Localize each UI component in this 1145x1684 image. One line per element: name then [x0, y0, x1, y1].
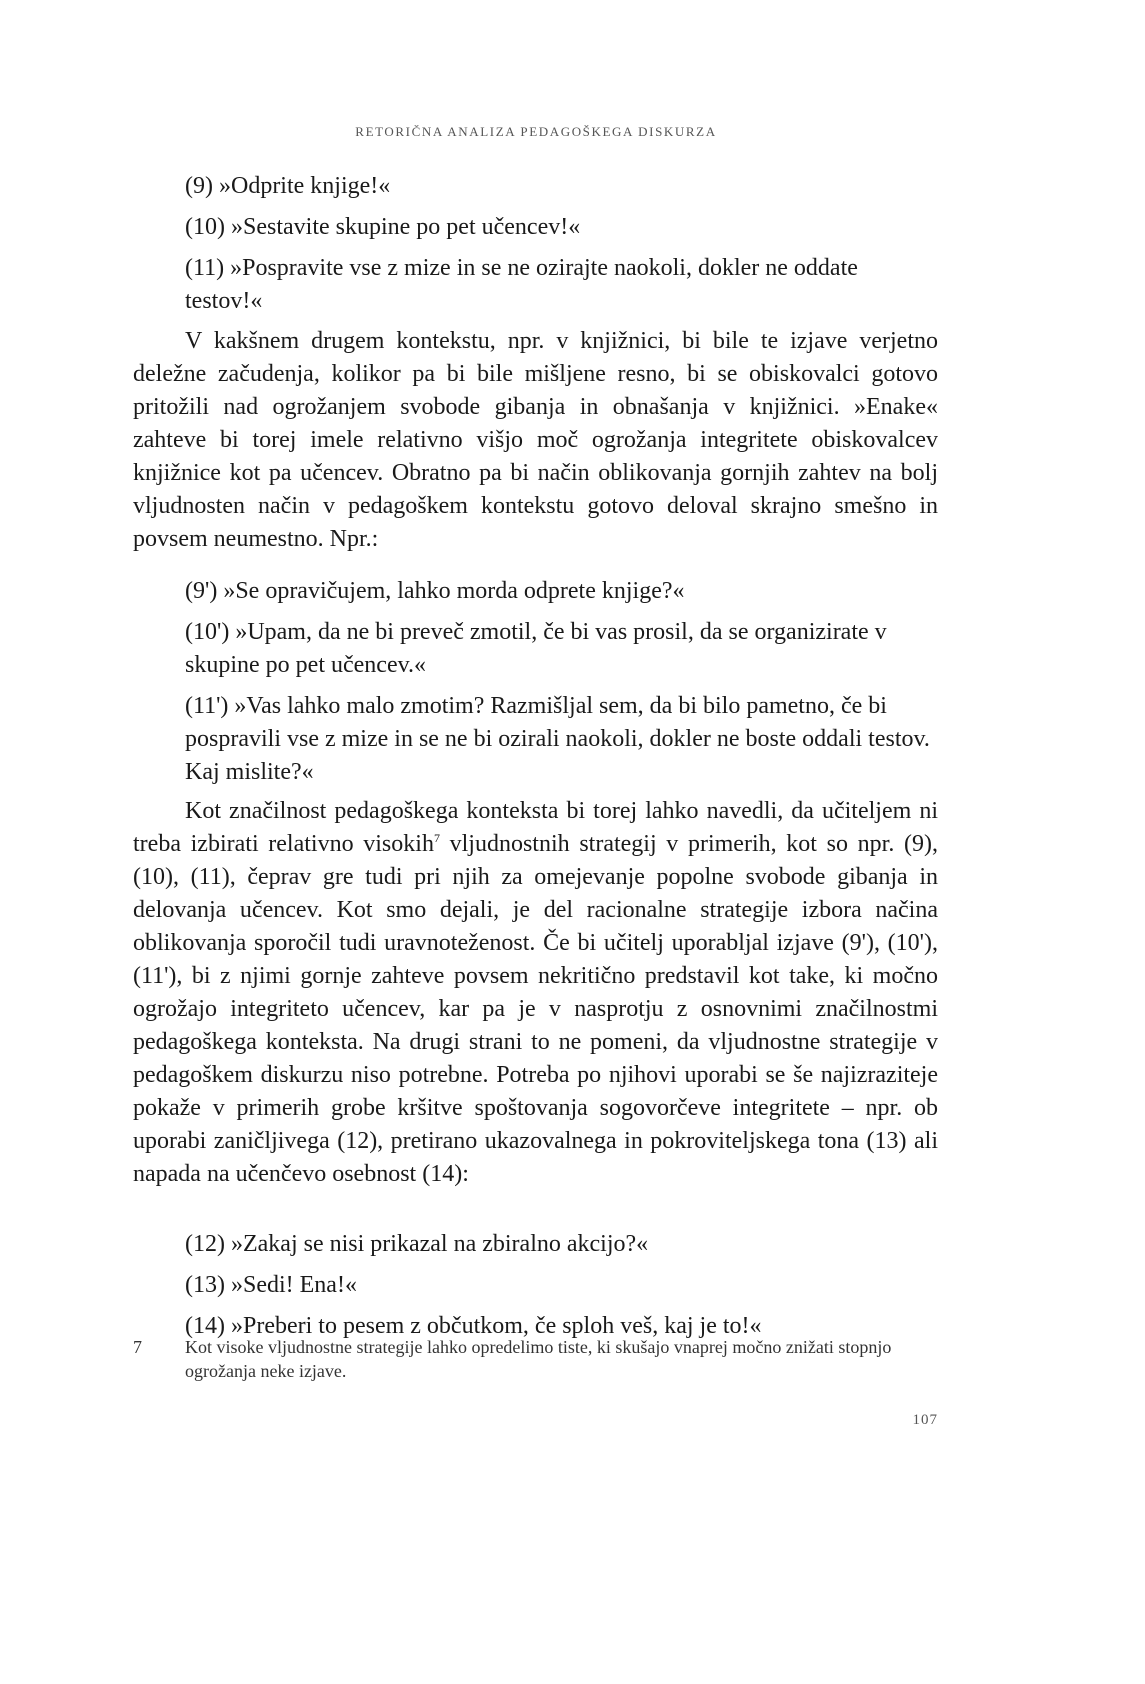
example-14: (14) »Preberi to pesem z občutkom, če sploh veš, kaj je to!« [185, 1313, 762, 1339]
footnote-text: Kot visoke vljudnostne strategije lahko opredelimo tiste, ki skušajo vnaprej močno znižati stopnjo ogrožanja neke izjave. [185, 1337, 892, 1381]
paragraph-1: V kakšnem drugem kontekstu, npr. v knjižnici, bi bile te izjave verjetno deležne začudenja, kolikor pa bi bile mišljene resno, bi se obiskovalci gotovo pritožili nad ogrožanjem svobode gibanja in obnašanja v knjižnici. »Enake« zahteve bi torej imele relativno višjo moč ogrožanja integritete obiskovalcev knjižnice kot pa učencev. Obratno pa bi način oblikovanja gornjih zahtev na bolj vljudnosten način v pedagoškem kontekstu gotovo deloval skrajno smešno in povsem neumestno. Npr.: [133, 328, 938, 552]
paragraph-2: Kot značilnost pedagoškega konteksta bi torej lahko navedli, da učiteljem ni treba izbirati relativno visokih$^7$ vljudnostnih strategij v primerih, kot so npr. (9), (10), (11), čeprav gre tudi pri njih za omejevanje popolne svobode gibanja in delovanja učencev. Kot smo dejali, je del racionalne strategije izbora načina oblikovanja sporočil tudi uravnoteženost. Če bi učitelj uporabljal izjave (9'), (10'), (11'), bi z njimi gornje zahteve povsem nekritično predstavil kot take, ki močno ogrožajo integriteto učencev, kar pa je v nasprotju z osnovnimi značilnostmi pedagoškega konteksta. Na drugi strani to ne pomeni, da vljudnostne strategije v pedagoškem diskurzu niso potrebne. Potreba po njihovi uporabi se še najizraziteje pokaže v primerih grobe kršitve spoštovanja sogovorčeve integritete – npr. ob uporabi zaničljivega (12), pretirano ukazovalnega in pokroviteljskega tona (13) ali napada na učenčevo osebnost (14): [133, 798, 938, 1187]
examples-group-c [133, 1228, 990, 1351]
example-9-prime: (9') »Se opravičujem, lahko morda odprete knjige?« [185, 578, 685, 604]
example-13: (13) »Sedi! Ena!« [185, 1272, 357, 1298]
footnote-number: 7 [133, 1337, 142, 1357]
examples-group-a [133, 170, 990, 326]
footnote [133, 1335, 938, 1383]
example-12: (12) »Zakaj se nisi prikazal na zbiralno akcijo?« [185, 1231, 649, 1257]
page-number: 107 [912, 1412, 938, 1428]
example-11: (11) »Pospravite vse z mize in se ne ozirajte naokoli, dokler ne oddate testov!« [185, 255, 858, 314]
example-9: (9) »Odprite knjige!« [185, 173, 391, 199]
example-10-prime: (10') »Upam, da ne bi preveč zmotil, če bi vas prosil, da se organizirate v skupine po pet učencev.« [185, 619, 887, 678]
running-header: RETORIČNA ANALIZA PEDAGOŠKEGA DISKURZA [355, 124, 717, 139]
examples-group-b [133, 575, 990, 797]
footnote-reference[interactable]: 7 [433, 831, 440, 845]
example-11-prime: (11') »Vas lahko malo zmotim? Razmišljal sem, da bi bilo pametno, če bi pospravili vse z mize in se ne bi ozirali naokoli, dokler ne boste oddali testov. Kaj mislite?« [185, 693, 930, 785]
example-10: (10) »Sestavite skupine po pet učencev!« [185, 214, 581, 240]
